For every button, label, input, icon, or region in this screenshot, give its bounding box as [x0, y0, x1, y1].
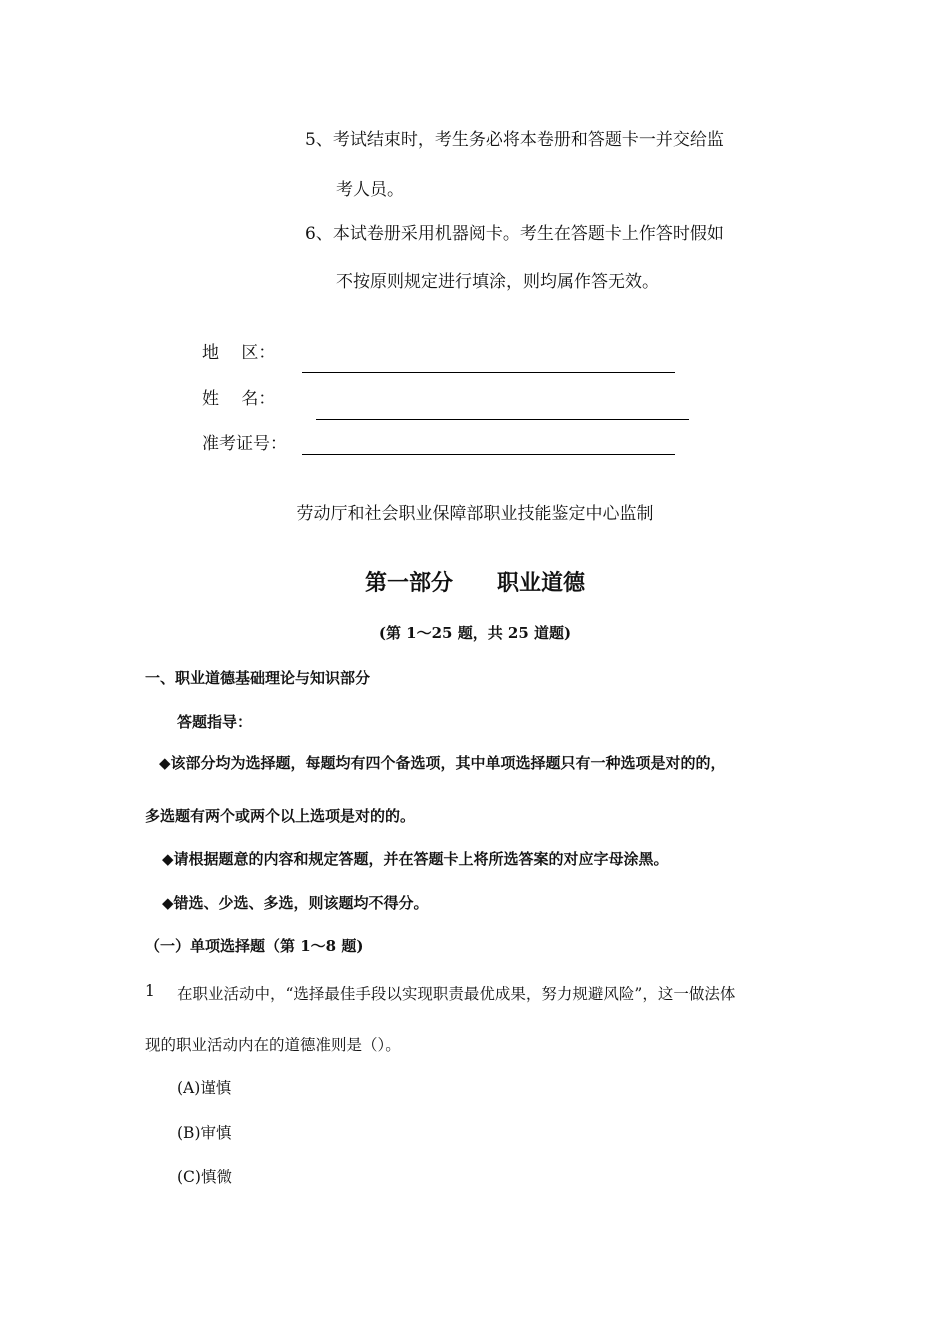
- section-heading: 一、职业道德基础理论与知识部分: [145, 669, 371, 687]
- ticket-number-label: 准考证号：: [202, 434, 287, 454]
- guide-bullet-1a: ◆该部分均为选择题，每题均有四个备选项，其中单项选择题只有一种选项是对的的，: [159, 754, 726, 772]
- guide-bullet-1b: 多选题有两个或两个以上选项是对的的。: [145, 807, 416, 825]
- region-underline: [302, 372, 675, 373]
- guide-bullet-3: ◆错选、少选、多选，则该题均不得分。: [162, 894, 429, 912]
- instruction-5-line2: 考人员。: [336, 180, 404, 200]
- part-title: 第一部分 职业道德: [364, 571, 585, 596]
- instruction-6-line2: 不按原则规定进行填涂，则均属作答无效。: [336, 272, 659, 292]
- question-text-line2: 现的职业活动内在的道德准则是（）。: [145, 1036, 401, 1054]
- question-number: 1: [145, 982, 155, 1000]
- guide-label: 答题指导：: [177, 713, 253, 731]
- guide-bullet-2: ◆请根据题意的内容和规定答题，并在答题卡上将所选答案的对应字母涂黑。: [162, 850, 669, 868]
- instruction-5-line1: 5、考试结束时，考生务必将本卷册和答题卡一并交给监: [305, 130, 724, 150]
- issuer-text: 劳动厅和社会职业保障部职业技能鉴定中心监制: [296, 504, 654, 524]
- question-text-line1: 在职业活动中，“选择最佳手段以实现职责最优成果，努力规避风险”，这一做法体: [177, 985, 736, 1003]
- option-b: (B)审慎: [177, 1124, 232, 1142]
- name-underline: [316, 419, 689, 420]
- option-a: (A)谨慎: [177, 1079, 232, 1097]
- part-subtitle: (第 1～25 题，共 25 道题): [378, 624, 572, 642]
- name-label: 姓 名：: [202, 389, 276, 409]
- instruction-6-line1: 6、本试卷册采用机器阅卡。考生在答题卡上作答时假如: [305, 224, 724, 244]
- region-label: 地 区：: [202, 343, 276, 363]
- single-choice-heading: （一）单项选择题（第 1～8 题): [145, 937, 364, 955]
- ticket-number-underline: [302, 454, 675, 455]
- option-c: (C)慎微: [177, 1168, 232, 1186]
